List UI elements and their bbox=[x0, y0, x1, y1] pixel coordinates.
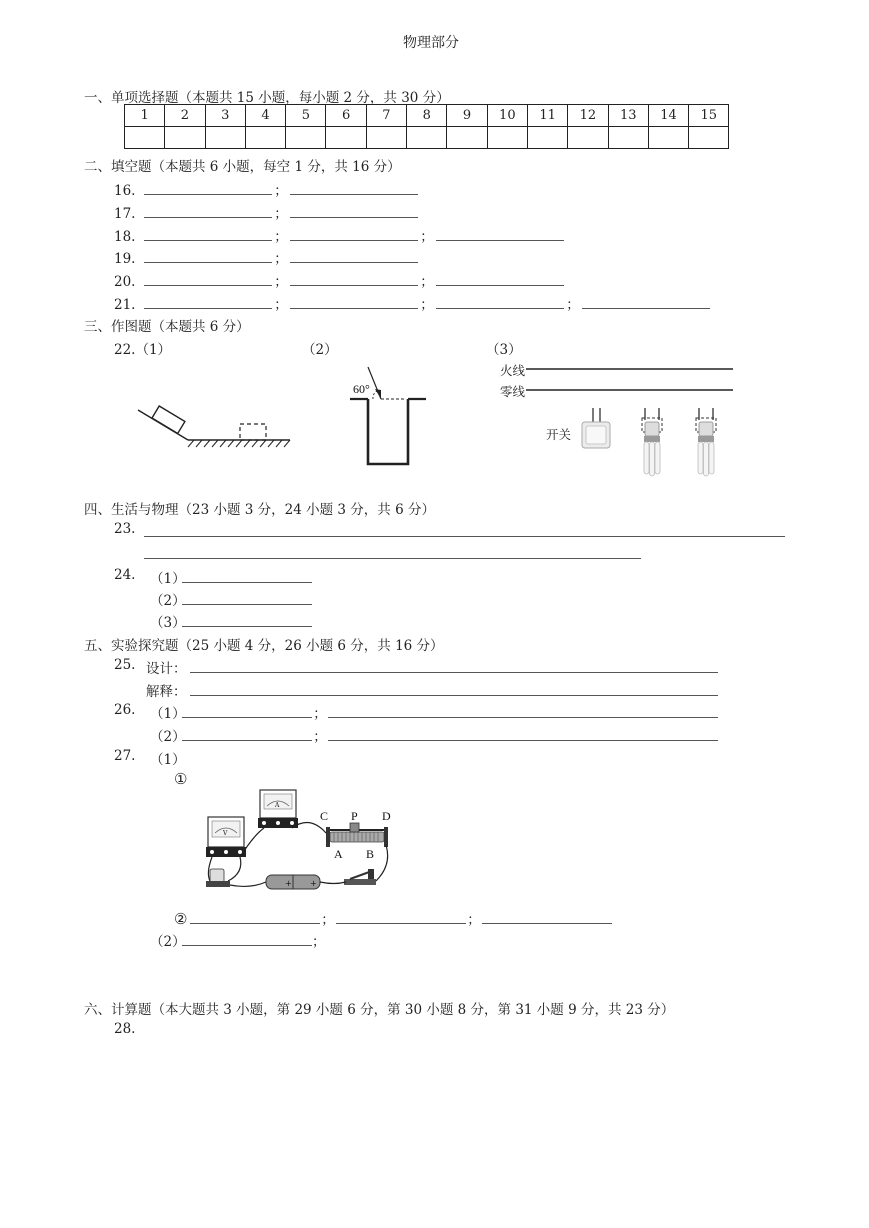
question-number: 16. bbox=[114, 183, 136, 199]
answer-cell[interactable] bbox=[326, 127, 366, 149]
q23-answer-line-1[interactable] bbox=[144, 524, 785, 537]
separator: ； bbox=[420, 274, 434, 290]
separator: ； bbox=[274, 229, 288, 245]
answer-cell[interactable] bbox=[689, 127, 729, 149]
voltmeter-icon bbox=[206, 817, 246, 857]
neutral-wire-label: 零线 bbox=[500, 384, 526, 399]
answer-cell[interactable] bbox=[527, 127, 567, 149]
answer-cell[interactable] bbox=[648, 127, 688, 149]
answer-cell[interactable] bbox=[487, 127, 527, 149]
answer-blank[interactable] bbox=[290, 273, 418, 286]
section-6-heading: 六、计算题（本大题共 3 小题，第 29 小题 6 分，第 30 小题 8 分，第 31 小题 9 分，共 23 分） bbox=[84, 1002, 675, 1018]
fill-q18 bbox=[114, 225, 564, 245]
separator: ； bbox=[274, 206, 288, 222]
circle-2-label: ② bbox=[174, 910, 188, 928]
answer-cell[interactable] bbox=[205, 127, 245, 149]
q27-part-2 bbox=[150, 930, 328, 950]
rheostat-label-a: A bbox=[334, 847, 343, 861]
answer-number: 13 bbox=[608, 105, 648, 127]
answer-number: 2 bbox=[165, 105, 205, 127]
dashed-block bbox=[240, 424, 266, 440]
answer-blank[interactable] bbox=[290, 205, 418, 218]
answer-number: 3 bbox=[205, 105, 245, 127]
svg-text:+: + bbox=[310, 879, 317, 888]
answer-number: 15 bbox=[689, 105, 729, 127]
incline-block-diagram bbox=[130, 395, 300, 455]
answer-cell[interactable] bbox=[407, 127, 447, 149]
fill-q21 bbox=[114, 293, 710, 313]
answer-blank[interactable] bbox=[182, 705, 312, 718]
q22-part2-label: （2） bbox=[302, 342, 338, 358]
answer-blank[interactable] bbox=[190, 683, 718, 696]
question-number: 18. bbox=[114, 229, 136, 245]
question-number: 21. bbox=[114, 297, 136, 313]
answer-cell[interactable] bbox=[245, 127, 285, 149]
answer-cell[interactable] bbox=[286, 127, 326, 149]
answer-cell[interactable] bbox=[165, 127, 205, 149]
section-3-heading: 三、作图题（本题共 6 分） bbox=[84, 319, 250, 335]
container-outline bbox=[350, 399, 426, 464]
q23-label: 23. bbox=[114, 521, 136, 537]
q24-label: 24. bbox=[114, 567, 136, 583]
separator: ； bbox=[321, 912, 335, 928]
ammeter-icon bbox=[258, 790, 298, 828]
answer-cell[interactable] bbox=[366, 127, 406, 149]
household-circuit-diagram bbox=[520, 360, 740, 485]
separator: ； bbox=[274, 251, 288, 267]
part-label: （3） bbox=[150, 615, 186, 631]
page-title: 物理部分 bbox=[403, 35, 459, 51]
separator: ； bbox=[313, 706, 327, 722]
question-number: 20. bbox=[114, 274, 136, 290]
question-number: 17. bbox=[114, 206, 136, 222]
explain-label: 解释： bbox=[146, 684, 187, 700]
answer-blank[interactable] bbox=[144, 182, 272, 195]
ground-line bbox=[188, 440, 290, 447]
q23-answer-line-2[interactable] bbox=[144, 546, 641, 559]
answer-number: 4 bbox=[245, 105, 285, 127]
switch-icon bbox=[344, 869, 376, 885]
part-label: （1） bbox=[150, 571, 186, 587]
rheostat-label-b: B bbox=[366, 847, 375, 861]
answer-number: 6 bbox=[326, 105, 366, 127]
separator: ； bbox=[274, 297, 288, 313]
answer-number: 7 bbox=[366, 105, 406, 127]
live-wire-label: 火线 bbox=[500, 363, 526, 378]
section-2-heading: 二、填空题（本题共 6 小题，每空 1 分，共 16 分） bbox=[84, 159, 401, 175]
q26-part-1 bbox=[150, 702, 718, 722]
separator: ； bbox=[467, 912, 481, 928]
q22-label: 22.（1） bbox=[114, 342, 172, 358]
voltmeter-label: V bbox=[223, 830, 228, 837]
q22-part3-label: （3） bbox=[486, 342, 522, 358]
answer-blank[interactable] bbox=[290, 182, 418, 195]
answer-blank[interactable] bbox=[182, 570, 312, 583]
answer-number: 1 bbox=[125, 105, 165, 127]
part-label: （2） bbox=[150, 729, 186, 745]
answer-number: 12 bbox=[568, 105, 608, 127]
answer-table-header-row bbox=[125, 105, 729, 127]
section-1-heading: 一、单项选择题（本题共 15 小题，每小题 2 分，共 30 分） bbox=[84, 90, 450, 106]
angle-arc bbox=[373, 391, 377, 399]
answer-cell[interactable] bbox=[568, 127, 608, 149]
separator: ； bbox=[274, 183, 288, 199]
rheostat-icon bbox=[320, 809, 391, 861]
answer-cell[interactable] bbox=[608, 127, 648, 149]
switch-icon bbox=[582, 408, 610, 448]
angle-label: 60° bbox=[353, 382, 370, 396]
answer-blank[interactable] bbox=[144, 250, 272, 263]
switch-label: 开关 bbox=[546, 427, 572, 442]
part-label: （1） bbox=[150, 706, 186, 722]
answer-cell[interactable] bbox=[125, 127, 165, 149]
fill-q19 bbox=[114, 247, 418, 267]
q24-part-1 bbox=[150, 567, 312, 587]
q27-label: 27. bbox=[114, 748, 136, 764]
q27-circle-1: ① bbox=[174, 770, 188, 788]
rheostat-label-p: P bbox=[351, 809, 358, 823]
answer-blank[interactable] bbox=[328, 705, 718, 718]
answer-number: 8 bbox=[407, 105, 447, 127]
answer-number: 9 bbox=[447, 105, 487, 127]
answer-blank[interactable] bbox=[436, 228, 564, 241]
svg-text:+: + bbox=[285, 879, 292, 888]
q26-label: 26. bbox=[114, 702, 136, 718]
bulb-icon bbox=[696, 408, 716, 476]
fill-q17 bbox=[114, 202, 418, 222]
q28-label: 28. bbox=[114, 1021, 136, 1037]
answer-blank[interactable] bbox=[328, 728, 718, 741]
answer-blank[interactable] bbox=[144, 228, 272, 241]
answer-number: 14 bbox=[648, 105, 688, 127]
q25-explain bbox=[146, 680, 718, 700]
rheostat-label-c: C bbox=[320, 809, 329, 823]
answer-blank[interactable] bbox=[190, 911, 320, 924]
section-5-heading: 五、实验探究题（25 小题 4 分，26 小题 6 分，共 16 分） bbox=[84, 638, 444, 654]
separator: ； bbox=[274, 274, 288, 290]
q24-part-3 bbox=[150, 611, 312, 631]
fill-q16 bbox=[114, 179, 418, 199]
answer-blank[interactable] bbox=[182, 933, 312, 946]
answer-blank[interactable] bbox=[436, 273, 564, 286]
answer-blank[interactable] bbox=[290, 228, 418, 241]
ammeter-label: A bbox=[275, 802, 280, 809]
answer-blank[interactable] bbox=[182, 592, 312, 605]
question-number: 19. bbox=[114, 251, 136, 267]
resistor-icon bbox=[206, 869, 230, 887]
experiment-circuit-diagram bbox=[200, 785, 400, 897]
q26-part-2 bbox=[150, 725, 718, 745]
answer-blank[interactable] bbox=[144, 205, 272, 218]
block-on-incline bbox=[152, 406, 185, 433]
answer-blank[interactable] bbox=[482, 911, 612, 924]
answer-blank[interactable] bbox=[290, 250, 418, 263]
answer-cell[interactable] bbox=[447, 127, 487, 149]
separator: ； bbox=[313, 729, 327, 745]
answer-blank[interactable] bbox=[336, 911, 466, 924]
bulb-icon bbox=[642, 408, 662, 476]
answer-number: 5 bbox=[286, 105, 326, 127]
separator: ； bbox=[312, 934, 326, 950]
q25-label: 25. bbox=[114, 657, 136, 673]
separator: ； bbox=[420, 229, 434, 245]
answer-blank[interactable] bbox=[190, 660, 718, 673]
arrow-head-icon bbox=[375, 389, 381, 399]
separator: ； bbox=[420, 297, 434, 313]
answer-blank[interactable] bbox=[290, 296, 418, 309]
q25-design bbox=[146, 657, 718, 677]
light-container-diagram bbox=[346, 362, 436, 472]
answer-table-blank-row bbox=[125, 127, 729, 149]
rheostat-label-d: D bbox=[382, 809, 391, 823]
answer-blank[interactable] bbox=[144, 273, 272, 286]
answer-blank[interactable] bbox=[582, 296, 710, 309]
answer-table bbox=[124, 104, 729, 149]
q27-circle-2-row bbox=[174, 908, 612, 928]
battery-icon bbox=[266, 875, 320, 889]
separator: ； bbox=[566, 297, 580, 313]
fill-q20 bbox=[114, 270, 564, 290]
answer-blank[interactable] bbox=[144, 296, 272, 309]
answer-blank[interactable] bbox=[182, 614, 312, 627]
part-label: （2） bbox=[150, 593, 186, 609]
part-label: （2） bbox=[150, 934, 186, 950]
answer-blank[interactable] bbox=[182, 728, 312, 741]
answer-blank[interactable] bbox=[436, 296, 564, 309]
answer-number: 10 bbox=[487, 105, 527, 127]
q27-part-1-label: （1） bbox=[150, 752, 186, 768]
answer-number: 11 bbox=[527, 105, 567, 127]
q24-part-2 bbox=[150, 589, 312, 609]
section-4-heading: 四、生活与物理（23 小题 3 分，24 小题 3 分，共 6 分） bbox=[84, 502, 435, 518]
design-label: 设计： bbox=[146, 661, 187, 677]
